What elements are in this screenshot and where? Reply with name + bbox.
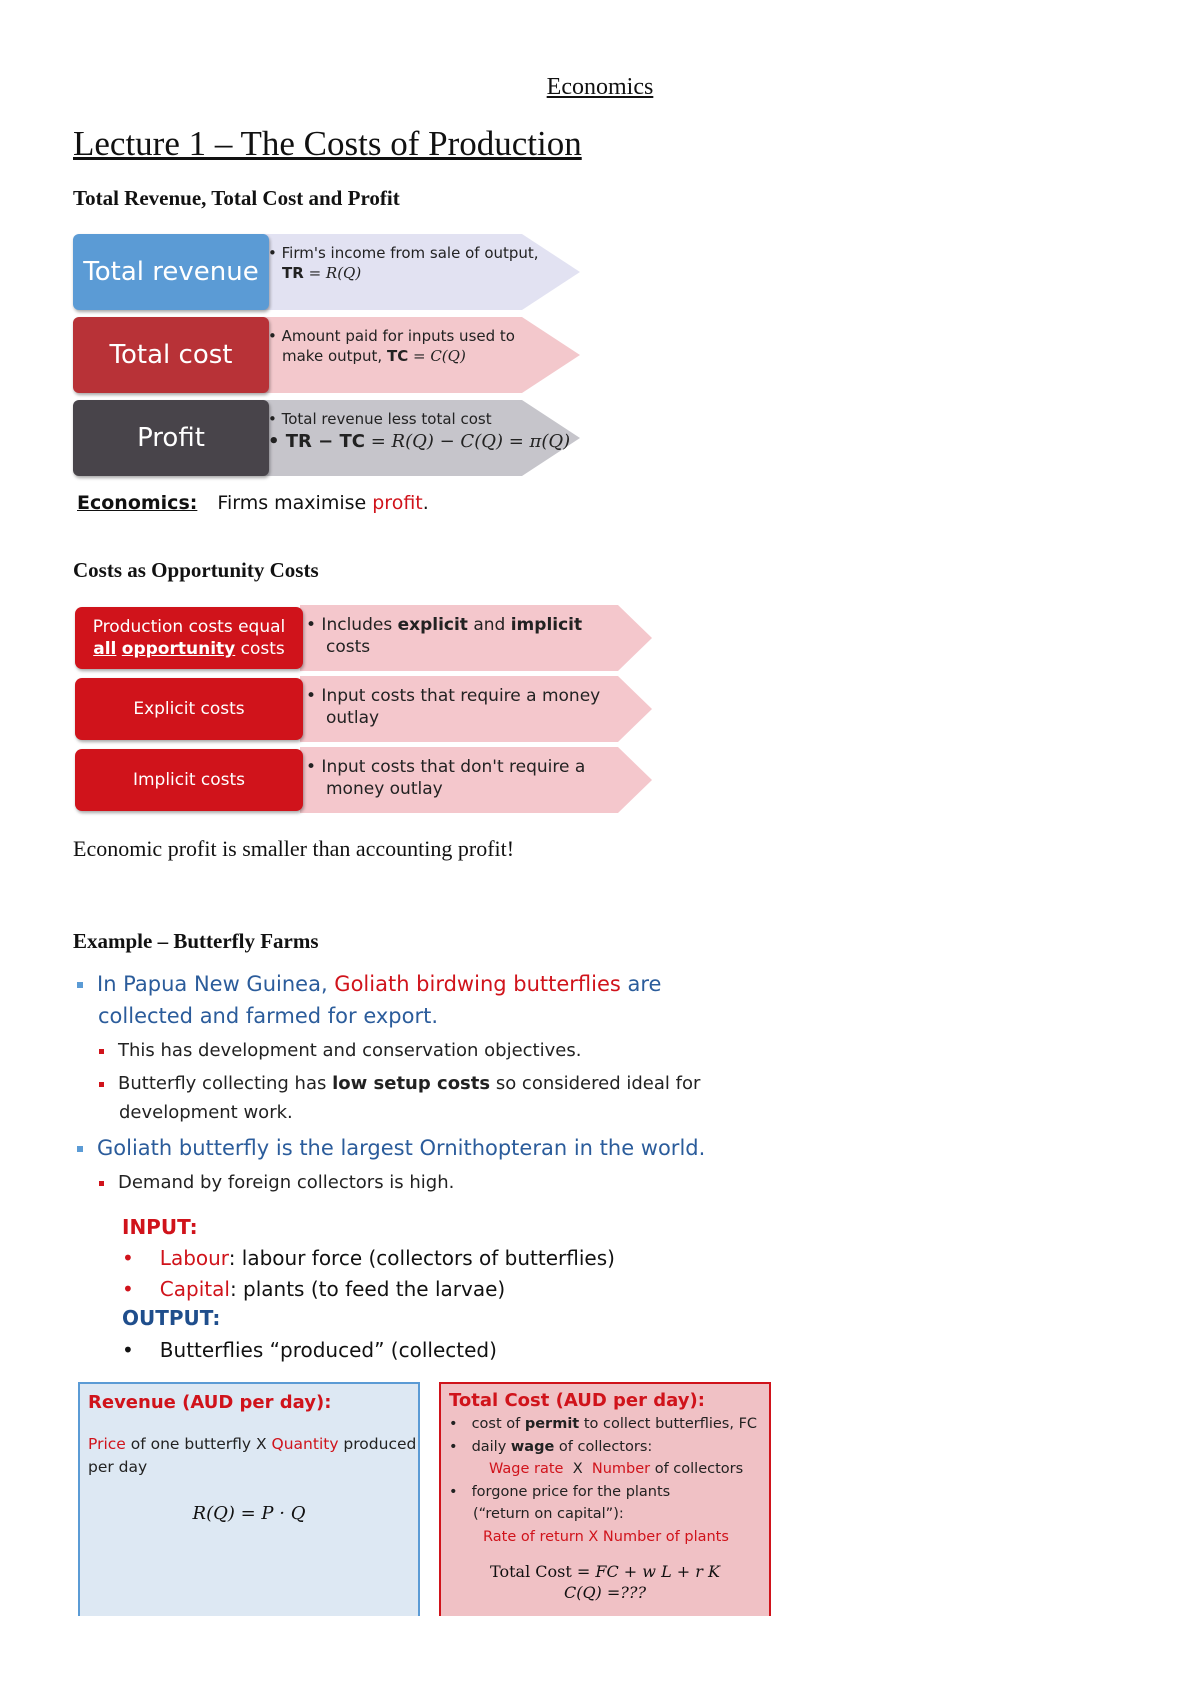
square-bullet-icon <box>99 1049 104 1054</box>
wage-word: wage <box>510 1438 555 1455</box>
economics-note <box>77 492 429 514</box>
bullet-png-line2: collected and farmed for export. <box>98 1004 439 1028</box>
bullet-png-prefix: In Papua New Guinea, <box>97 972 335 996</box>
production-costs-text-line1 <box>306 614 582 636</box>
includes-prefix: • Includes <box>306 615 398 635</box>
square-bullet-icon <box>99 1181 104 1186</box>
bullet-png-suffix: are <box>620 972 662 996</box>
profit-description <box>268 409 570 455</box>
revenue-mid-text: of one butterfly X <box>125 1435 272 1453</box>
document-header: Economics <box>546 74 654 100</box>
input-label: INPUT: <box>122 1215 198 1239</box>
wage-x: X <box>563 1461 592 1477</box>
section-heading-revenue-cost-profit: Total Revenue, Total Cost and Profit <box>73 186 400 210</box>
profit-line2 <box>268 429 570 455</box>
production-costs-label-line1: Production costs equal <box>92 617 286 637</box>
permit-prefix: cost of <box>471 1416 525 1432</box>
input-labour-name: Labour <box>159 1246 229 1270</box>
production-costs-text-line2: costs <box>326 637 371 657</box>
label-costs: costs <box>235 639 285 659</box>
implicit-costs-box: Implicit costs <box>75 749 303 811</box>
sub-bullet-demand-text: Demand by foreign collectors is high. <box>118 1172 455 1193</box>
explicit-costs-text-line1: • Input costs that require a money <box>306 686 601 706</box>
bullet-goliath-largest <box>77 1136 705 1160</box>
label-all: all <box>93 639 117 659</box>
tr-symbol: TR <box>282 264 304 282</box>
cost-item-plants <box>449 1481 761 1504</box>
economics-note-label: Economics: <box>77 492 198 514</box>
total-cost-formula <box>449 1562 761 1581</box>
bullet-dot-icon: • <box>122 1277 134 1301</box>
output-text: Butterflies “produced” (collected) <box>159 1338 497 1362</box>
profit-box: Profit <box>73 400 269 476</box>
sub-bullet-setup-suffix: so considered ideal for <box>490 1073 701 1094</box>
bullet-png-butterflies: Goliath birdwing butterflies <box>334 972 621 996</box>
explicit-costs-description <box>306 685 600 729</box>
input-labour-text: : labour force (collectors of butterflies) <box>228 1246 615 1270</box>
revenue-box <box>78 1382 420 1616</box>
bullet-goliath-text: Goliath butterfly is the largest Ornithopteran in the world. <box>97 1136 706 1160</box>
input-capital-name: Capital <box>159 1277 230 1301</box>
square-bullet-icon <box>77 982 83 988</box>
total-cost-description <box>268 326 515 366</box>
tc-formula: = C(Q) <box>408 347 466 365</box>
cost-item-wage <box>449 1436 761 1459</box>
section-heading-opportunity-costs: Costs as Opportunity Costs <box>73 558 319 582</box>
tr-formula: = R(Q) <box>303 264 362 282</box>
total-revenue-line2 <box>268 263 539 283</box>
plants-line2: (“return on capital”): <box>473 1506 624 1522</box>
revenue-line2: per day <box>88 1458 148 1476</box>
wage-rate-word: Wage rate <box>489 1461 564 1477</box>
economics-note-text: Firms maximise <box>217 492 373 514</box>
cost-item-wage-detail <box>449 1458 761 1481</box>
production-costs-box <box>75 607 303 669</box>
input-capital-text: : plants (to feed the larvae) <box>229 1277 506 1301</box>
sub-bullet-objectives <box>99 1040 581 1061</box>
total-cost-line2 <box>268 346 515 366</box>
revenue-box-title: Revenue (AUD per day): <box>88 1392 332 1413</box>
explicit-costs-box: Explicit costs <box>75 678 303 740</box>
sub-bullet-setup-prefix: Butterfly collecting has <box>118 1073 333 1094</box>
sub-bullet-objectives-text: This has development and conservation objectives. <box>118 1040 582 1061</box>
economics-note-end: . <box>422 492 429 514</box>
permit-suffix: to collect butterflies, FC <box>579 1416 758 1432</box>
section-heading-butterfly-farms: Example – Butterfly Farms <box>73 929 319 953</box>
sub-bullet-setup-line2: development work. <box>119 1102 293 1123</box>
revenue-quantity-word: Quantity <box>271 1435 339 1453</box>
total-revenue-box: Total revenue <box>73 234 269 310</box>
bullet-papua-new-guinea <box>77 972 661 996</box>
total-revenue-description <box>268 243 539 283</box>
number-word: Number <box>591 1461 651 1477</box>
implicit-costs-description <box>306 756 585 800</box>
sub-bullet-setup-costs <box>99 1073 700 1094</box>
cost-box-list <box>449 1413 761 1548</box>
and-word: and <box>467 615 511 635</box>
total-cost-formula-expression: FC + w L + r K <box>595 1562 720 1581</box>
explicit-word: explicit <box>397 615 468 635</box>
economics-note-highlight: profit <box>372 492 423 514</box>
cost-function-question: C(Q) =??? <box>563 1583 647 1602</box>
bullet-dot-icon: • <box>122 1246 134 1270</box>
label-opportunity: opportunity <box>121 639 236 659</box>
square-bullet-icon <box>77 1146 83 1152</box>
bullet-dot-icon: • <box>449 1483 458 1500</box>
production-costs-description <box>306 614 582 658</box>
sub-bullet-setup-bold: low setup costs <box>332 1073 491 1094</box>
production-costs-label-line2 <box>93 638 285 660</box>
bullet-dot-icon: • <box>122 1338 134 1362</box>
permit-word: permit <box>524 1416 580 1432</box>
output-label: OUTPUT: <box>122 1306 221 1330</box>
economic-profit-statement: Economic profit is smaller than accounting profit! <box>73 836 515 861</box>
bullet-dot-icon: • <box>449 1416 458 1432</box>
collectors-suffix: of collectors <box>650 1461 744 1477</box>
revenue-formula: R(Q) = P · Q <box>192 1503 306 1524</box>
implicit-word: implicit <box>510 615 583 635</box>
implicit-costs-text-line1: • Input costs that don't require a <box>306 757 586 777</box>
profit-symbol: • TR − TC <box>268 431 366 452</box>
plants-line1: forgone price for the plants <box>471 1483 671 1500</box>
square-bullet-icon <box>99 1082 104 1087</box>
wage-prefix: daily <box>471 1438 511 1455</box>
output-item <box>122 1338 497 1362</box>
revenue-post-text: produced <box>338 1435 417 1453</box>
bullet-dot-icon: • <box>449 1438 458 1455</box>
implicit-costs-text-line2: money outlay <box>326 779 443 799</box>
cost-item-permit <box>449 1413 761 1436</box>
total-cost-line2-prefix: make output, <box>282 347 387 365</box>
total-revenue-line1: • Firm's income from sale of output, <box>268 244 539 262</box>
total-cost-formula-label: Total Cost = <box>490 1562 596 1581</box>
wage-suffix: of collectors: <box>554 1438 653 1455</box>
input-labour-item <box>122 1246 615 1270</box>
input-capital-item <box>122 1277 505 1301</box>
revenue-box-description <box>88 1433 417 1479</box>
lecture-title: Lecture 1 – The Costs of Production <box>73 124 582 163</box>
profit-formula: = R(Q) − C(Q) = π(Q) <box>365 431 571 452</box>
tc-symbol: TC <box>386 347 409 365</box>
rate-of-return-line: Rate of return X Number of plants <box>483 1528 729 1545</box>
explicit-costs-text-line2: outlay <box>326 708 380 728</box>
sub-bullet-demand <box>99 1172 454 1193</box>
total-cost-box-detail <box>439 1382 771 1616</box>
profit-line1: • Total revenue less total cost <box>268 410 492 428</box>
total-cost-line1: • Amount paid for inputs used to <box>268 327 515 345</box>
total-cost-box: Total cost <box>73 317 269 393</box>
cost-box-title: Total Cost (AUD per day): <box>449 1390 705 1411</box>
revenue-price-word: Price <box>88 1435 126 1453</box>
